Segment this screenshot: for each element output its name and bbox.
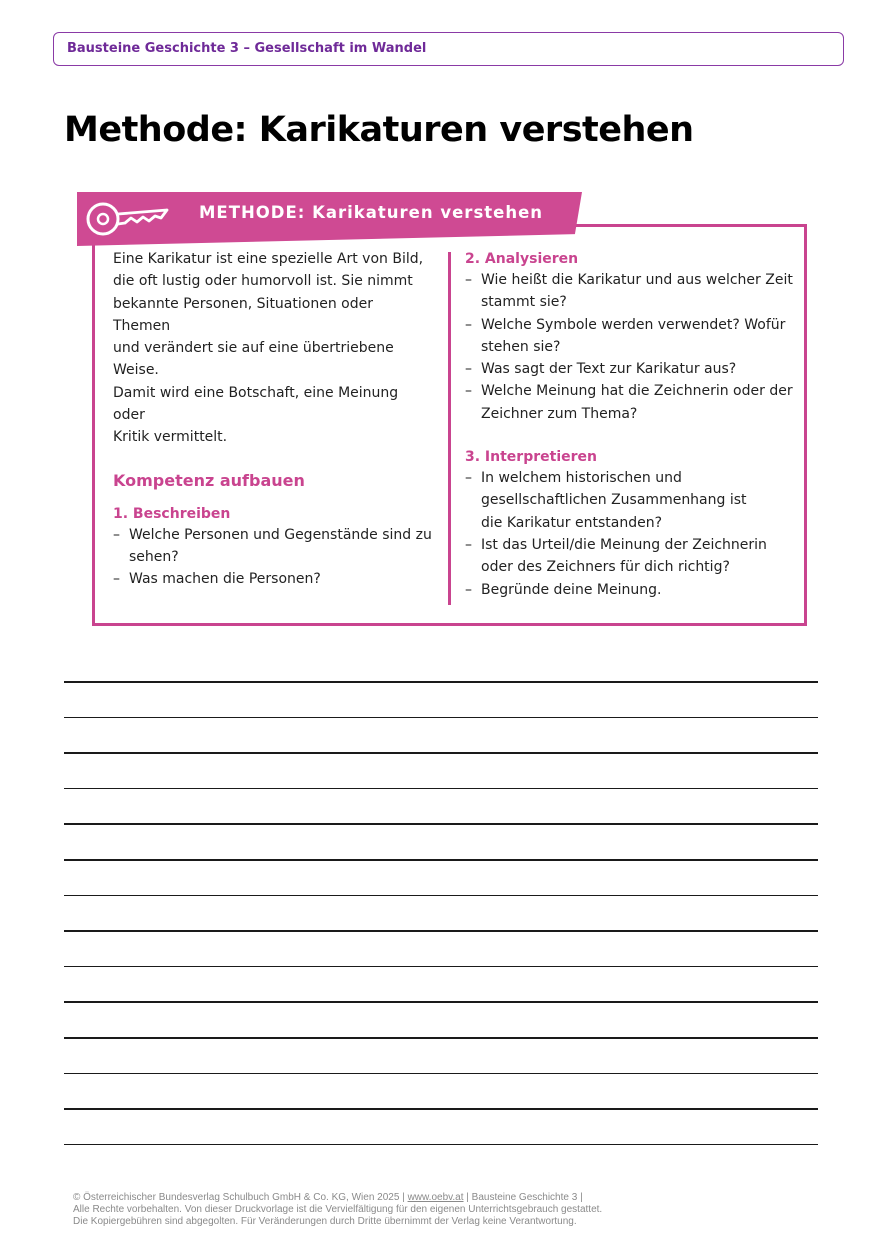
writing-line[interactable]: [64, 859, 818, 861]
writing-line[interactable]: [64, 1108, 818, 1110]
writing-line[interactable]: [64, 930, 818, 932]
list-item: – Ist das Urteil/die Meinung der Zeichnerin oder des Zeichners für dich richtig?: [465, 534, 795, 579]
writing-line[interactable]: [64, 788, 818, 790]
column-divider: [448, 252, 451, 605]
list-item: – Was sagt der Text zur Karikatur aus?: [465, 358, 795, 380]
list-item: – Begründe deine Meinung.: [465, 579, 795, 601]
step-analyse-list: [465, 269, 795, 425]
footer-line-3: Die Kopiergebühren sind abgegolten. Für Veränderungen durch Dritte übernimmt der Verlag keine Verantwortung.: [73, 1216, 577, 1227]
step-interpret-list: [465, 467, 795, 601]
writing-line[interactable]: [64, 1144, 818, 1146]
method-banner-title: METHODE: Karikaturen verstehen: [199, 203, 544, 222]
writing-line[interactable]: [64, 1073, 818, 1075]
method-left-column: [113, 248, 433, 591]
method-right-column: [465, 249, 795, 601]
footer-line-2: Alle Rechte vorbehalten. Von dieser Druckvorlage ist die Vervielfältigung für den eigenen Unterrichtsgebrauch gestattet.: [73, 1204, 603, 1215]
list-item: – Was machen die Personen?: [113, 568, 433, 590]
writing-line[interactable]: [64, 717, 818, 719]
intro-line: Kritik vermittelt.: [113, 429, 228, 446]
step-describe-heading: 1. Beschreiben: [113, 505, 231, 522]
key-icon: [83, 198, 175, 240]
intro-line: und verändert sie auf eine übertriebene Weise.: [113, 340, 394, 379]
list-item: – Welche Personen und Gegenstände sind zu sehen?: [113, 524, 433, 569]
series-title: Bausteine Geschichte 3 – Gesellschaft im Wandel: [67, 41, 427, 56]
list-item: – In welchem historischen und gesellschaftlichen Zusammenhang ist die Karikatur entstanden?: [465, 467, 795, 534]
list-item: – Wie heißt die Karikatur und aus welcher Zeit stammt sie?: [465, 269, 795, 314]
writing-line[interactable]: [64, 966, 818, 968]
footer-line-1: © Österreichischer Bundesverlag Schulbuch GmbH & Co. KG, Wien 2025 | www.oebv.at | Bausteine Geschichte 3 |: [73, 1192, 583, 1203]
intro-line: die oft lustig oder humorvoll ist. Sie nimmt: [113, 273, 413, 290]
intro-text: [113, 248, 433, 449]
writing-line[interactable]: [64, 1037, 818, 1039]
writing-line[interactable]: [64, 823, 818, 825]
writing-line[interactable]: [64, 752, 818, 754]
writing-line[interactable]: [64, 681, 818, 683]
intro-line: bekannte Personen, Situationen oder Themen: [113, 295, 373, 334]
step-interpret-heading: 3. Interpretieren: [465, 449, 597, 466]
competence-heading: Kompetenz aufbauen: [113, 470, 305, 490]
list-item: – Welche Symbole werden verwendet? Wofür stehen sie?: [465, 314, 795, 359]
intro-line: Damit wird eine Botschaft, eine Meinung oder: [113, 384, 399, 424]
series-header: [53, 32, 844, 66]
list-item: – Welche Meinung hat die Zeichnerin oder der Zeichner zum Thema?: [465, 380, 795, 425]
copyright-footer: [73, 1192, 773, 1228]
publisher-link[interactable]: www.oebv.at: [407, 1192, 464, 1203]
page-title: Methode: Karikaturen verstehen: [64, 110, 694, 150]
step-describe-list: [113, 524, 433, 591]
writing-line[interactable]: [64, 895, 818, 897]
writing-line[interactable]: [64, 1001, 818, 1003]
intro-line: Eine Karikatur ist eine spezielle Art von Bild,: [113, 251, 424, 267]
step-analyse-heading: 2. Analysieren: [465, 251, 579, 267]
